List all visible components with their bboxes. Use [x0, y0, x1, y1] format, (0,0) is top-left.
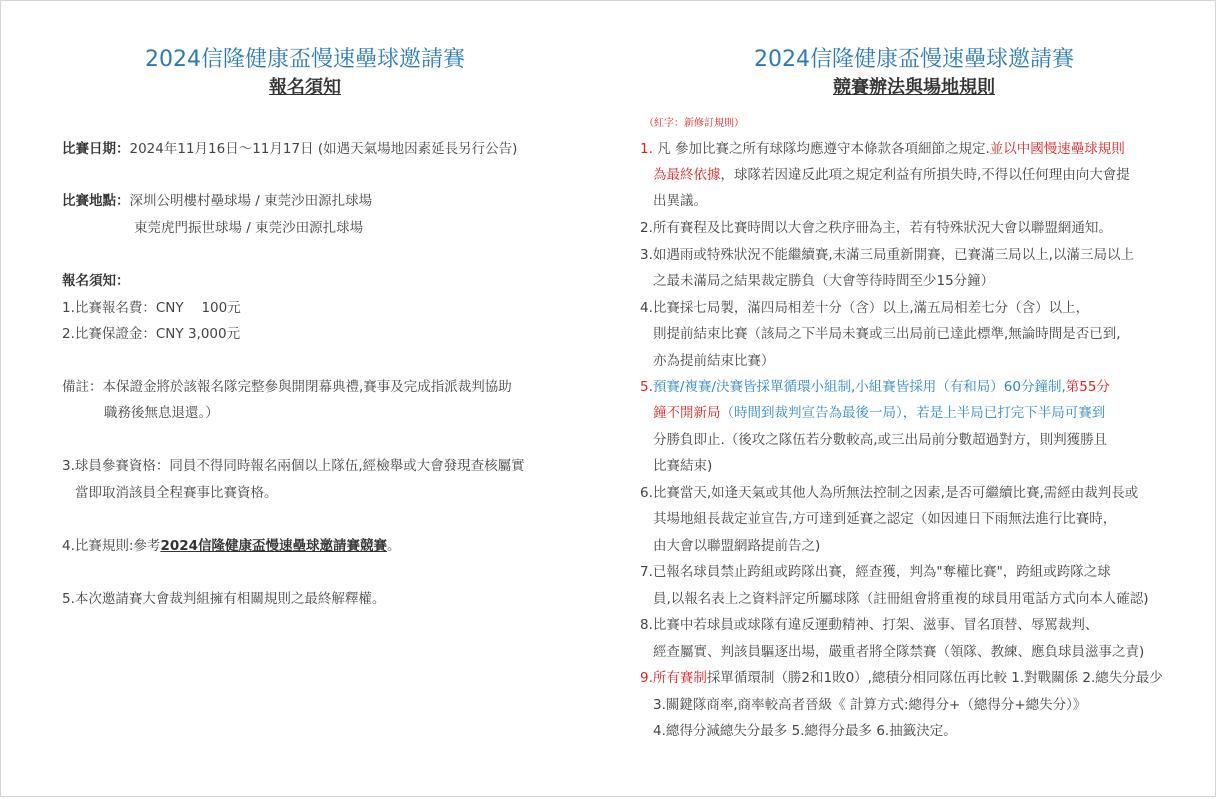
rule-9-line-1 [640, 669, 1163, 687]
date-label: 比賽日期： [62, 141, 130, 157]
left-title: 2024信隆健康盃慢速壘球邀請賽 [145, 47, 465, 72]
date-value: 2024年11月16日～11月17日 (如遇天氣場地因素延長另行公告) [129, 141, 518, 157]
rules-reference-link[interactable]: 2024信隆健康盃慢速壘球邀請賽競賽 [160, 538, 388, 554]
rule-9-line-2: 3.關鍵隊商率,商率較高者晉級《 計算方式:總得分+（總得分+總失分）》 [653, 697, 1087, 713]
rule-3-line-2: 之最未滿局之結果裁定勝負（大會等待時間至少15分鐘） [653, 273, 995, 289]
rule-2: 2.所有賽程及比賽時間以大會之秩序冊為主，若有特殊狀況大會以聯盟網通知。 [640, 220, 1112, 236]
rule-1-text-2: ，球隊若因違反此項之規定利益有所損失時,不得以任何理由向大會提 [720, 167, 1130, 183]
rule-1-line-1 [640, 140, 1125, 158]
rule-6-line-2: 其場地組長裁定並宣告,方可達到延賽之認定（如因連日下雨無法進行比賽時， [653, 511, 1117, 527]
rule-7-line-2: 員,以報名表上之資料評定所屬球隊（註冊組會將重複的球員用電話方式向本人確認) [653, 591, 1149, 607]
rule-4-line-3: 亦為提前結束比賽） [653, 353, 775, 369]
venue-line-2: 東莞虎門振世球場 / 東莞沙田源扎球場 [134, 220, 364, 236]
rule-8-line-2: 經查屬實、判該員驅逐出場，嚴重者將全隊禁賽（領隊、教練、應負球員滋事之責) [653, 644, 1145, 660]
date-row [62, 140, 517, 158]
rule-5-number: 5. [640, 379, 653, 395]
venue-row [62, 192, 372, 210]
rule-8-line-1: 8.比賽中若球員或球隊有違反運動精神、打架、滋事、冒名頂替、辱罵裁判、 [640, 617, 1099, 633]
rule-1-line-3: 出異議。 [653, 193, 707, 209]
interpretation-line: 5.本次邀請賽大會裁判組擁有相關規則之最終解釋權。 [62, 591, 386, 607]
rule-9-line-3: 4.總得分減總失分最多 5.總得分最多 6.抽籤決定。 [653, 723, 957, 739]
rule-3-line-1: 3.如遇雨或特殊狀況不能繼續賽,未滿三局重新開賽，已賽滿三局以上,以滿三局以上 [640, 247, 1134, 263]
rule-5-blue-text-2: （時間到裁判宣告為最後一局），若是上半局已打完下半局可賽到 [720, 405, 1106, 421]
rule-1-number: 1. [640, 141, 653, 157]
remark-line-2: 職務後無息退還。） [104, 405, 219, 421]
rule-1-text: 凡 參加比賽之所有球隊均應遵守本條款各項細節之規定. [652, 141, 990, 157]
right-subtitle: 競賽辦法與場地規則 [833, 77, 995, 98]
fee-line-1: 1.比賽報名費：CNY 100元 [62, 300, 241, 316]
rule-5-red-text-2: 鐘不開新局 [653, 405, 721, 421]
revision-note: （紅字：新修訂規則） [644, 118, 744, 129]
rule-1-red-text-2: 為最終依據 [653, 167, 721, 183]
rule-5-line-2 [653, 404, 1105, 422]
rule-1-line-2 [653, 166, 1130, 184]
rule-5-line-4: 比賽結束) [653, 458, 713, 474]
rules-reference-prefix: 4.比賽規則:參考 [62, 538, 161, 554]
rule-5-line-1 [640, 378, 1110, 396]
eligibility-line-2: 當即取消該員全程賽事比賽資格。 [75, 485, 278, 501]
rule-1-red-text: 並以中國慢速壘球規則 [989, 141, 1125, 157]
left-subtitle: 報名須知 [269, 77, 341, 98]
rule-5-line-3: 分勝負即止.（後攻之隊伍若分數較高,或三出局前分數超過對方，則判獲勝且 [653, 432, 1108, 448]
rule-4-line-1: 4.比賽採七局製，滿四局相差十分（含）以上,滿五局相差七分（含）以上， [640, 300, 1090, 316]
right-title: 2024信隆健康盃慢速壘球邀請賽 [754, 47, 1074, 72]
notice-heading: 報名須知： [62, 273, 130, 289]
rule-7-line-1: 7.已報名球員禁止跨組或跨隊出賽，經查獲，判為"奪權比賽"，跨組或跨隊之球 [640, 564, 1111, 580]
fee-line-2: 2.比賽保證金：CNY 3,000元 [62, 326, 241, 342]
rules-reference-suffix: 。 [387, 538, 401, 554]
rules-reference-row [62, 537, 401, 555]
venue-line-1: 深圳公明樓村壘球場 / 東莞沙田源扎球場 [129, 193, 373, 209]
venue-label: 比賽地點： [62, 193, 130, 209]
rule-4-line-2: 則提前結束比賽（該局之下半局未賽或三出局前已達此標準,無論時間是否已到, [653, 326, 1121, 342]
rule-6-line-1: 6.比賽當天,如逢天氣或其他人為所無法控制之因素,是否可繼續比賽,需經由裁判長或 [640, 485, 1139, 501]
rule-9-text: 採單循環制（勝2和1敗0）,總積分相同隊伍再比較 1.對戰關係 2.總失分最少 [706, 670, 1163, 686]
rule-9-red-text: 9.所有賽制 [640, 670, 707, 686]
rule-5-blue-text: 預賽/複賽/決賽皆採單循環小組制,小組賽皆採用（有和局）60分鐘制, [652, 379, 1066, 395]
remark-line-1: 備註：本保證金將於該報名隊完整參與開閉幕典禮,賽事及完成指派裁判協助 [62, 379, 512, 395]
eligibility-line-1: 3.球員參賽資格：同員不得同時報名兩個以上隊伍,經檢舉或大會發現查核屬實 [62, 458, 525, 474]
rule-5-red-text: 第55分 [1065, 379, 1110, 395]
rule-6-line-3: 由大會以聯盟網路提前告之) [653, 538, 821, 554]
